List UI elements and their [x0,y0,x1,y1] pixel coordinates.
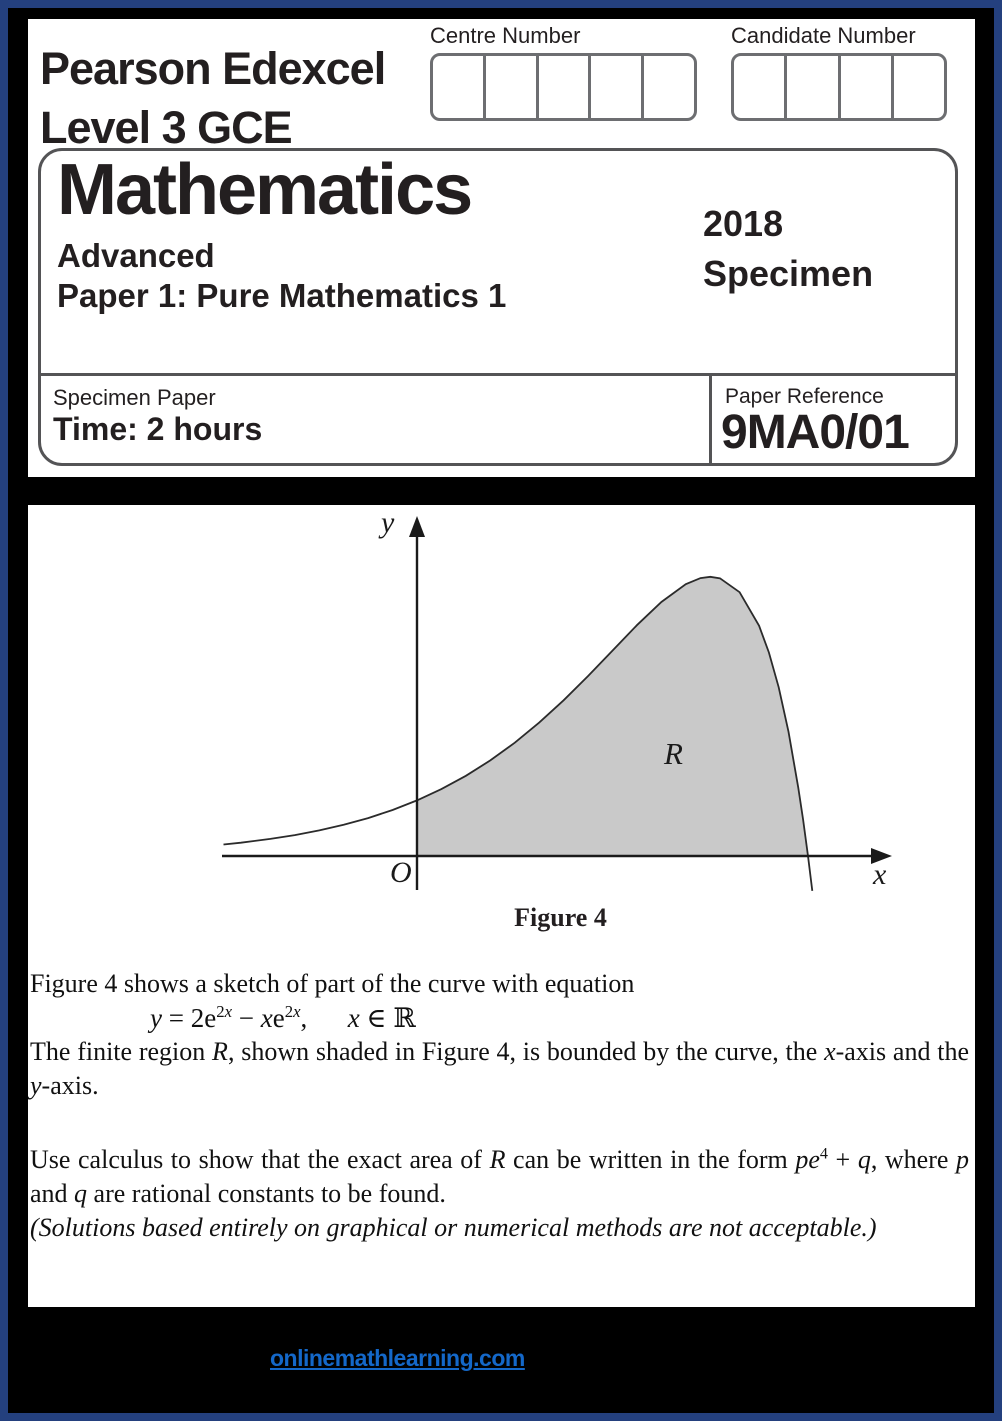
brand-line1: Pearson Edexcel [40,43,386,94]
candidate-number-boxes [731,53,947,121]
footer-website-link[interactable]: onlinemathlearning.com [270,1345,525,1371]
course-paper: Paper 1: Pure Mathematics 1 [57,277,507,314]
question-paragraph-2: The finite region R, shown shaded in Figure 4, is bounded by the curve, the x-axis and the y-axis. [30,1037,969,1100]
horizontal-divider [41,373,955,376]
paper-type: Specimen Paper [53,385,216,410]
y-axis-label: y [381,506,395,539]
candidate-number-cell[interactable] [838,56,891,118]
x-axis-label: x [873,858,887,891]
centre-number-cell[interactable] [588,56,641,118]
centre-number-cell[interactable] [641,56,694,118]
figure-4-sketch [28,505,975,950]
y-axis-arrow [409,516,425,537]
course-title: Mathematics [57,150,472,230]
centre-number-cell[interactable] [433,56,483,118]
candidate-number-label: Candidate Number [731,23,916,48]
centre-number-boxes [430,53,697,121]
question-text [30,967,969,1245]
candidate-number-cell[interactable] [891,56,944,118]
shaded-region [417,577,808,856]
course-level: Advanced [57,237,215,274]
brand-line2: Level 3 GCE [40,102,292,153]
candidate-number-cell[interactable] [784,56,837,118]
edition-name: Specimen [703,253,874,294]
figure-caption: Figure 4 [514,903,607,932]
candidate-number-cell[interactable] [734,56,784,118]
centre-number-cell[interactable] [483,56,536,118]
paper-reference-label: Paper Reference [725,385,884,408]
curve-equation: $y = 2e^{2x} - xe^{2x}$, x ∈ ℝ [150,1002,416,1033]
course-box [38,148,958,466]
origin-label: O [390,856,412,889]
paper-time: Time: 2 hours [53,411,263,447]
question-paragraph-1: Figure 4 shows a sketch of part of the curve with equation [30,969,635,998]
question-paragraph-3-block [30,1143,969,1245]
vertical-divider [709,376,712,463]
centre-number-label: Centre Number [430,23,581,48]
centre-number-cell[interactable] [536,56,589,118]
edition-year: 2018 [703,203,784,244]
question-paragraph-3: Use calculus to show that the exact area of R can be written in the form $pe^4 + q$, where p and q are rational constants to be found. [30,1145,970,1208]
exam-header-panel [28,19,975,477]
brand-block [40,39,385,157]
paper-reference-value: 9MA0/01 [721,406,909,459]
question-panel [28,505,975,1307]
question-note-italic: (Solutions based entirely on graphical or numerical methods are not acceptable.) [30,1213,877,1242]
region-label: R [664,736,683,771]
